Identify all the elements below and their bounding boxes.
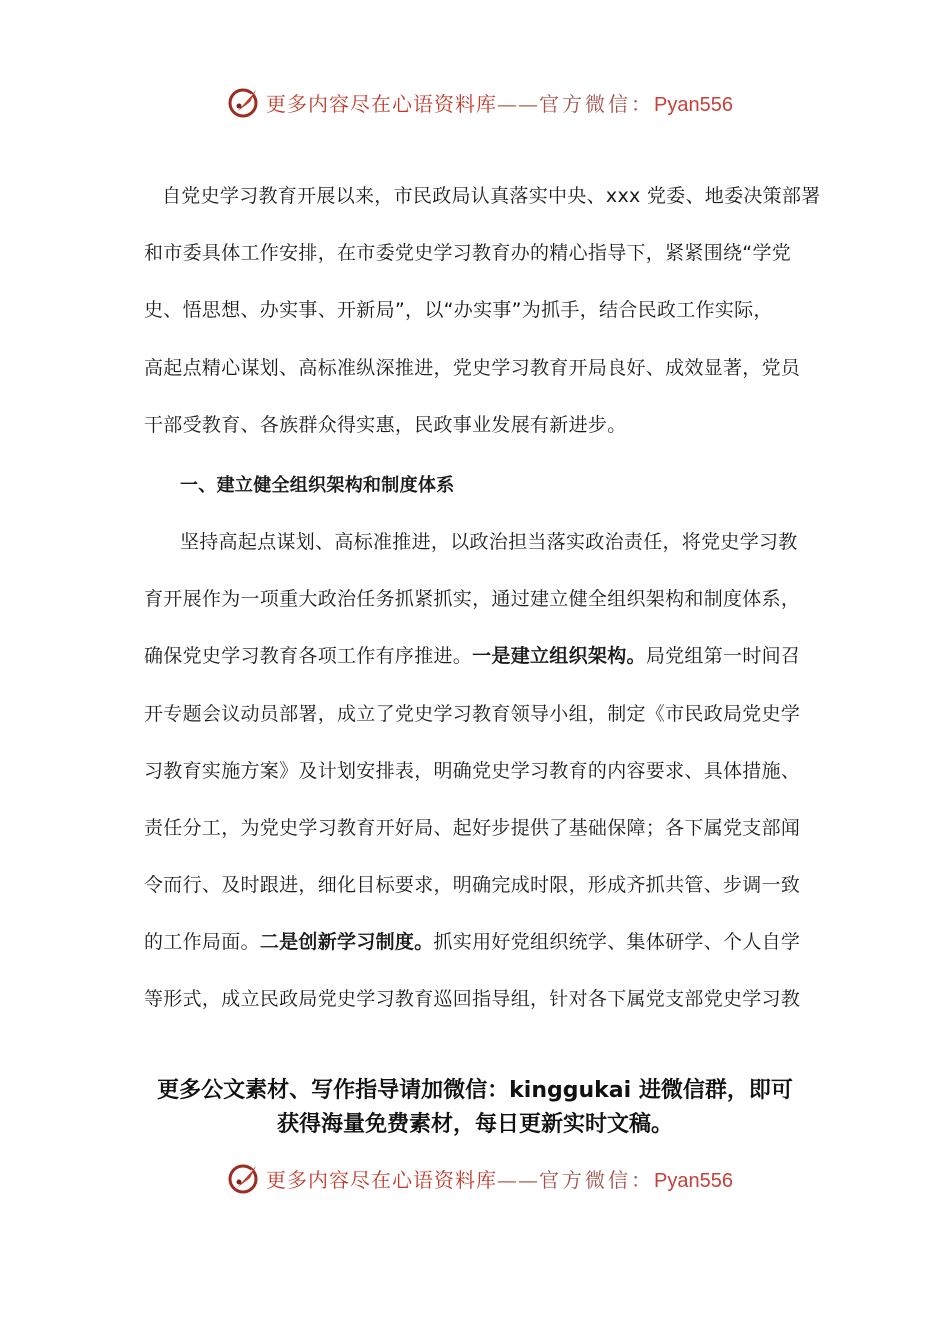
text-line: 史、悟思想、办实事、开新局”，以“办实事”为抓手，结合民政工作实际， [144, 299, 773, 322]
quill-logo-icon [226, 84, 262, 120]
section-heading: 一、建立健全组织架构和制度体系 [180, 474, 455, 496]
promo-line: 更多公文素材、写作指导请加微信：kinggukai 进微信群，即可 [157, 1078, 793, 1103]
text-line: 育开展作为一项重大政治任务抓紧抓实，通过建立健全组织架构和制度体系， [144, 588, 801, 611]
paragraph-intro [144, 168, 821, 454]
promo-notice [0, 1074, 950, 1142]
text-line: 高起点精心谋划、高标准纵深推进，党史学习教育开局良好、成效显著，党员 [144, 356, 801, 379]
quill-logo-icon [226, 1160, 262, 1196]
banner-text: 更多内容尽在心语资料库——官方微信：Pyan556 [266, 91, 733, 116]
text-line: 的工作局面。二是创新学习制度。抓实用好党组织统学、集体研学、个人自学 [144, 931, 801, 954]
bold-subheading: 二是创新学习制度。 [259, 931, 434, 954]
promo-line: 获得海量免费素材，每日更新实时文稿。 [276, 1112, 673, 1137]
document-body [144, 168, 821, 1029]
footer-banner [0, 1158, 950, 1198]
header-banner [0, 82, 950, 122]
text-line: 令而行、及时跟进，细化目标要求，明确完成时限，形成齐抓共管、步调一致 [144, 874, 801, 897]
text-line: 责任分工，为党史学习教育开好局、起好步提供了基础保障；各下属党支部闻 [144, 816, 801, 839]
paragraph-section-1 [144, 514, 804, 1029]
text-line: 习教育实施方案》及计划安排表，明确党史学习教育的内容要求、具体措施、 [144, 759, 801, 782]
text-line: 确保党史学习教育各项工作有序推进。一是建立组织架构。局党组第一时间召 [144, 645, 801, 668]
banner-text: 更多内容尽在心语资料库——官方微信：Pyan556 [266, 1167, 733, 1192]
text-line: 等形式，成立民政局党史学习教育巡回指导组，针对各下属党支部党史学习教 [144, 988, 801, 1011]
text-line: 开专题会议动员部署，成立了党史学习教育领导小组，制定《市民政局党史学 [144, 702, 801, 725]
text-line: 自党史学习教育开展以来，市民政局认真落实中央、xxx 党委、地委决策部署 [162, 185, 821, 207]
bold-subheading: 一是建立组织架构。 [472, 645, 646, 668]
text-line: 干部受教育、各族群众得实惠，民政事业发展有新进步。 [144, 413, 627, 436]
text-line: 坚持高起点谋划、高标准推进，以政治担当落实政治责任，将党史学习教 [180, 530, 798, 553]
text-line: 和市委具体工作安排，在市委党史学习教育办的精心指导下，紧紧围绕“学党 [144, 242, 792, 265]
